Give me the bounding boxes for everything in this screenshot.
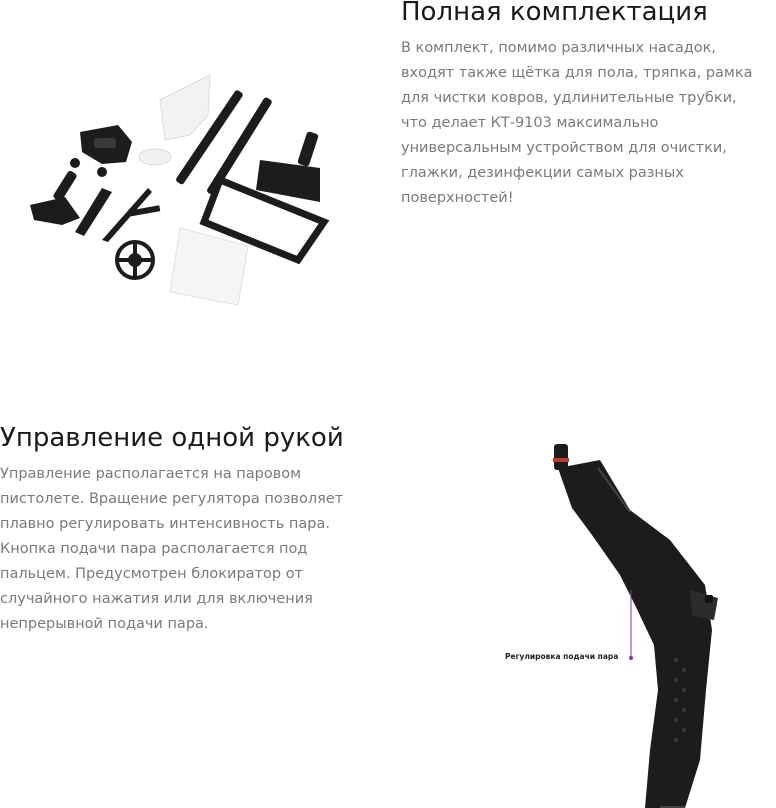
jet-nozzle-icon	[75, 188, 112, 236]
handle-line: пистолете. Вращение регулятора позволяет	[0, 491, 344, 507]
kit-line: глажки, дезинфекции самых разных	[401, 165, 684, 181]
handle-line: случайного нажатия или для включения	[0, 591, 313, 607]
small-nozzle-icon	[70, 158, 80, 168]
handle-line: плавно регулировать интенсивность пара.	[0, 516, 330, 532]
small-nozzle-icon	[97, 167, 107, 177]
handle-line: Кнопка подачи пара располагается под	[0, 541, 308, 557]
handle-description	[0, 462, 343, 637]
handle-line: пальцем. Предусмотрен блокиратор от	[0, 566, 304, 582]
gauze-cover-icon	[160, 75, 210, 140]
handle-title: Управление одной рукой	[0, 423, 344, 453]
kit-line: поверхностей!	[401, 190, 514, 206]
callout-dot-icon	[629, 656, 633, 660]
steam-regulator-callout: Регулировка подачи пара	[505, 652, 619, 661]
steam-gun-handle-image	[480, 430, 750, 808]
squeegee-icon	[102, 188, 152, 242]
cleaning-cloth-icon	[170, 228, 248, 305]
red-ring-icon	[553, 458, 569, 462]
handle-line: Управление располагается на паровом	[0, 466, 302, 482]
kit-line: что делает КТ-9103 максимально	[401, 115, 659, 131]
kit-line: В комплект, помимо различных насадок,	[401, 40, 717, 56]
gun-body-icon	[558, 460, 712, 808]
kit-description	[401, 36, 753, 211]
handle-line: непрерывной подачи пара.	[0, 616, 209, 632]
steam-regulator-icon	[690, 590, 718, 620]
steam-cleaner-accessories-image	[20, 60, 340, 310]
kit-line: универсальным устройством для очистки,	[401, 140, 727, 156]
nozzle-tip-icon	[554, 444, 568, 470]
kit-line: для чистки ковров, удлинительные трубки,	[401, 90, 737, 106]
angle-brush-icon	[30, 197, 80, 225]
fabric-cap-icon	[139, 149, 171, 165]
kit-line: входят также щётка для пола, тряпка, рамка	[401, 65, 753, 81]
round-brush-icon	[116, 241, 154, 279]
kit-title: Полная комплектация	[401, 0, 708, 27]
